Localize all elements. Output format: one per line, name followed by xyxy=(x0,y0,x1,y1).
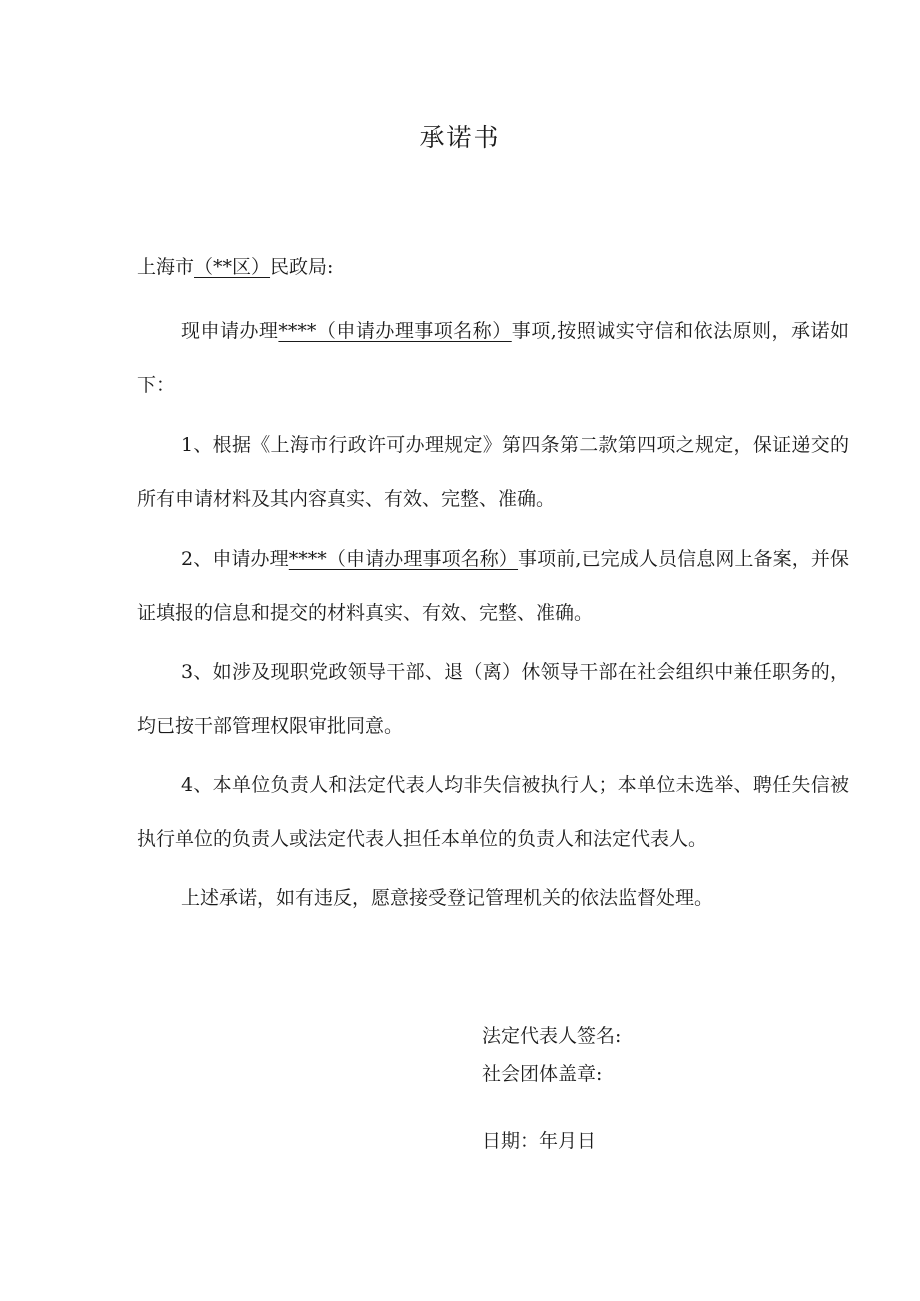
clause-2-item: ****（申请办理事项名称） xyxy=(288,548,519,570)
clause-1: 1、根据《上海市行政许可办理规定》第四条第二款第四项之规定，保证递交的所有申请材料及其内容真实、有效、完整、准确。 xyxy=(137,434,849,510)
clause-2-before: 2、申请办理 xyxy=(181,548,289,570)
clause-4: 4、本单位负责人和法定代表人均非失信被执行人；本单位未选举、聘任失信被执行单位的负责人或法定代表人担任本单位的负责人和法定代表人。 xyxy=(137,774,849,850)
legal-rep-signature-label: 法定代表人签名: xyxy=(482,1025,622,1047)
closing-paragraph: 上述承诺，如有违反，愿意接受登记管理机关的依法监督处理。 xyxy=(181,887,714,909)
intro-paragraph xyxy=(137,304,849,412)
intro-before: 现申请办理 xyxy=(181,320,279,342)
clause-3: 3、如涉及现职党政领导干部、退（离）休领导干部在社会组织中兼任职务的，均已按干部管理权限审批同意。 xyxy=(137,661,849,737)
date-label: 日期：年月日 xyxy=(482,1130,597,1152)
intro-item: ****（申请办理事项名称） xyxy=(278,320,512,342)
addressee-prefix: 上海市 xyxy=(137,256,195,278)
clause-2 xyxy=(137,532,849,640)
addressee-district: （**区） xyxy=(194,256,271,278)
addressee-line xyxy=(137,250,333,284)
addressee-suffix: 民政局: xyxy=(270,256,334,278)
intro-after: 事项,按照诚实守信和依法原则，承诺如下： xyxy=(137,320,849,396)
clause-2-after: 事项前,已完成人员信息网上备案，并保证填报的信息和提交的材料真实、有效、完整、准确。 xyxy=(137,548,849,624)
seal-label: 社会团体盖章: xyxy=(482,1063,603,1085)
document-title: 承诺书 xyxy=(419,123,501,152)
